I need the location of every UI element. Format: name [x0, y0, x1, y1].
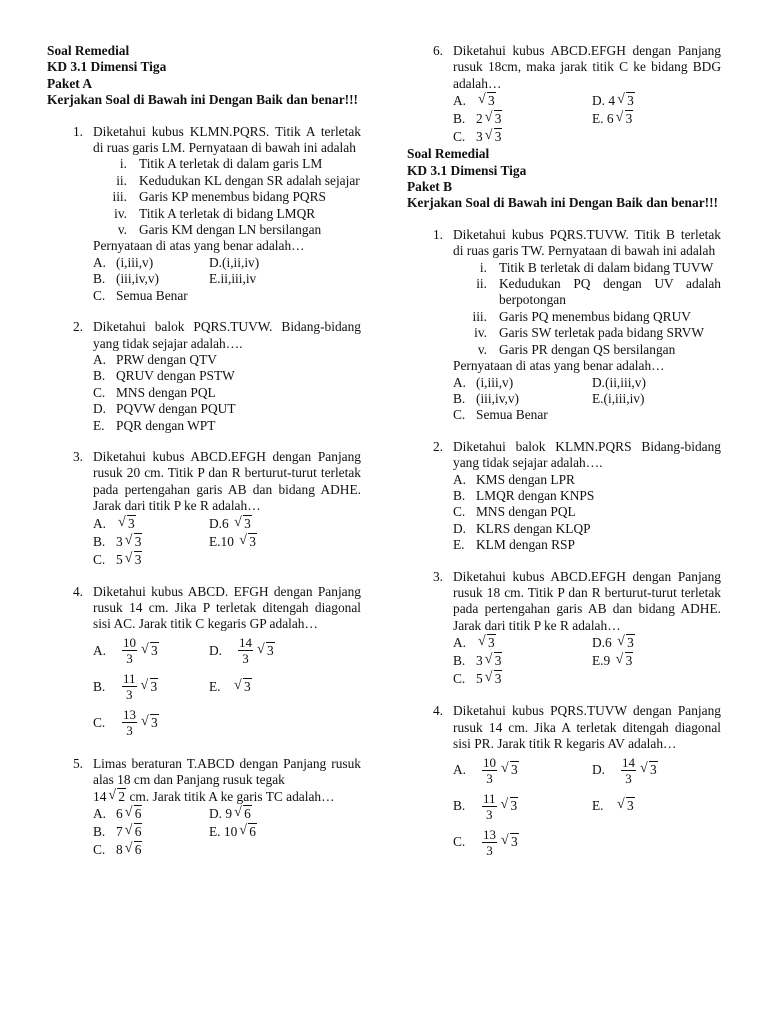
sqrt-symbol: [501, 834, 519, 850]
question-1: [407, 227, 721, 424]
statement-text: Kedudukan PQ dengan UV adalah berpotongan: [499, 276, 721, 308]
radicand: 6: [249, 824, 256, 839]
coefficient: 5: [476, 671, 483, 687]
option-text: D.(ii,iii,v): [592, 374, 646, 390]
statement-text: Garis PR dengan QS bersilangan: [499, 341, 676, 357]
denominator: 3: [486, 842, 493, 858]
statement-number: iv.: [114, 205, 127, 221]
option-d[interactable]: [453, 521, 721, 537]
option-letter: A.: [453, 374, 467, 390]
coefficient: 10: [223, 824, 238, 839]
numerator: 11: [483, 790, 496, 806]
option-a[interactable]: [453, 92, 592, 110]
option-c[interactable]: [453, 128, 592, 146]
fraction: [621, 755, 636, 786]
option-letter: B.: [453, 653, 466, 669]
header-instruction: Kerjakan Soal di Bawah ini Dengan Baik dan benar!!!: [47, 92, 359, 108]
radicand: 3: [627, 798, 634, 814]
coefficient: 8: [116, 842, 123, 857]
numerator: 13: [483, 826, 496, 842]
option-text: PQR dengan WPT: [116, 417, 216, 433]
header-kd: KD 3.1 Dimensi Tiga: [407, 162, 527, 178]
radicand: 6: [134, 824, 142, 839]
sqrt-symbol: [617, 92, 635, 110]
statement-number: iii.: [112, 189, 127, 205]
option-d[interactable]: [592, 634, 721, 652]
statement-text: Titik B terletak di dalam bidang TUVW: [499, 259, 714, 275]
sqrt-symbol: [501, 762, 519, 778]
option-b[interactable]: [93, 271, 209, 287]
radicand: 3: [627, 635, 634, 651]
option-e[interactable]: [453, 537, 721, 553]
question-text: Diketahui kubus PQRS.TUVW dengan Panjang rusuk 14 cm. Jika A terletak ditengah diagonal sisi PR. Jarak titik R kegaris AV adalah…: [453, 703, 721, 751]
radicand: 3: [244, 678, 251, 694]
sqrt-symbol: [478, 634, 496, 652]
sqrt-symbol: [234, 515, 252, 533]
option-d[interactable]: [93, 401, 361, 417]
option-letter: D.: [93, 401, 107, 417]
option-a[interactable]: [93, 633, 209, 669]
option-d[interactable]: [592, 375, 721, 391]
statement-number: iv.: [474, 325, 487, 341]
denominator: 3: [126, 723, 133, 739]
question-text: Diketahui balok KLMN.PQRS Bidang-bidang yang tidak sejajar adalah….: [453, 438, 721, 471]
question-number: 3.: [72, 448, 83, 464]
fraction: [122, 671, 137, 702]
option-text: (iii,iv,v): [476, 390, 520, 406]
sqrt-symbol: [141, 715, 159, 731]
option-d[interactable]: [209, 805, 361, 823]
answer-options: [93, 633, 361, 741]
option-letter: C.: [453, 504, 466, 520]
statement-number: v.: [117, 222, 127, 238]
statement-item: [453, 276, 721, 309]
option-letter: E.: [209, 824, 221, 839]
option-e[interactable]: [209, 271, 361, 287]
radicand: 3: [249, 533, 256, 549]
option-letter: C.: [453, 129, 466, 145]
sqrt-symbol: [617, 798, 635, 814]
statement-item: [453, 260, 721, 276]
sqrt-symbol: [125, 823, 143, 841]
option-letter: C.: [93, 384, 106, 400]
option-letter: A.: [453, 93, 467, 109]
option-letter: B.: [453, 487, 466, 503]
header-title: Soal Remedial: [47, 43, 130, 58]
header-title: Soal Remedial: [407, 146, 490, 162]
sqrt-symbol: [501, 798, 519, 814]
option-d[interactable]: [592, 92, 721, 110]
coefficient: 9: [225, 806, 233, 821]
coefficient: 2: [476, 111, 483, 127]
numerator: 10: [123, 635, 136, 651]
option-b[interactable]: [93, 368, 361, 384]
option-c[interactable]: [453, 670, 592, 688]
fraction: [482, 791, 497, 822]
statement-text: Garis KM dengan LN bersilangan: [139, 222, 322, 238]
question-number: 4.: [432, 703, 443, 719]
numerator: 10: [483, 754, 496, 770]
option-text: KLM dengan RSP: [476, 537, 575, 553]
statement-text: Titik A terletak di dalam garis LM: [139, 156, 323, 172]
sqrt-symbol: [257, 643, 275, 659]
option-letter: D.6: [209, 515, 229, 531]
option-letter: A.: [93, 642, 107, 658]
answer-options: [93, 255, 361, 304]
option-d[interactable]: [209, 515, 361, 533]
option-e[interactable]: [209, 533, 361, 551]
sqrt-symbol: [234, 679, 252, 695]
radicand: 3: [625, 653, 633, 669]
statement-number: ii.: [476, 276, 487, 292]
option-letter: E.10: [209, 533, 234, 549]
option-text: (iii,iv,v): [116, 271, 160, 287]
question-text: Diketahui kubus ABCD.EFGH dengan Panjang rusuk 18 cm. Titik P dan R berturut-turut terletak pada pertengahan garis AB dan bidang ADHE. Jarak dari titik P ke R adalah…: [453, 568, 721, 633]
statement-item: [93, 206, 361, 222]
option-letter: D.: [592, 93, 606, 109]
sqrt-symbol: [125, 805, 143, 823]
coefficient: 3: [116, 533, 123, 549]
fraction: [238, 635, 253, 666]
radicand: 3: [488, 93, 495, 109]
sqrt-symbol: [141, 679, 159, 695]
question-number: 1.: [432, 226, 443, 242]
option-c[interactable]: [453, 407, 592, 423]
question-5: [47, 756, 361, 859]
statement-number: i.: [479, 259, 487, 275]
coefficient: 3: [476, 653, 483, 669]
option-c[interactable]: [453, 504, 721, 520]
option-b[interactable]: [93, 533, 209, 551]
statement-number: iii.: [472, 308, 487, 324]
sqrt-symbol: [485, 128, 503, 146]
denominator: 3: [126, 687, 133, 703]
answer-options: [453, 375, 721, 424]
denominator: 3: [625, 770, 632, 786]
option-e[interactable]: [592, 110, 721, 128]
option-text: (i,iii,v): [476, 374, 514, 390]
option-text: QRUV dengan PSTW: [116, 368, 235, 384]
option-letter: B.: [93, 533, 106, 549]
sqrt-symbol: [616, 110, 634, 128]
option-a[interactable]: [453, 752, 592, 788]
question-closing: Pernyataan di atas yang benar adalah…: [93, 238, 305, 254]
radicand: 3: [488, 635, 495, 651]
statement-text: Titik A terletak di bidang LMQR: [139, 205, 316, 221]
question-number: 1.: [72, 123, 83, 139]
question-4: [47, 584, 361, 741]
option-letter: C.: [93, 842, 106, 857]
coefficient: 6: [606, 111, 614, 127]
radicand: 3: [150, 678, 158, 694]
radicand: 3: [151, 642, 158, 658]
option-e[interactable]: [592, 788, 721, 824]
option-letter: A.: [453, 471, 467, 487]
denominator: 3: [486, 770, 493, 786]
header-instruction: Kerjakan Soal di Bawah ini Dengan Baik dan benar!!!: [407, 195, 719, 211]
option-letter: E.: [93, 417, 105, 433]
coefficient: 4: [608, 93, 616, 109]
option-c[interactable]: [93, 385, 361, 401]
option-a[interactable]: [453, 472, 721, 488]
answer-options: [93, 805, 361, 859]
radicand: 3: [650, 762, 657, 778]
option-text: MNS dengan PQL: [116, 384, 216, 400]
option-letter: C.: [453, 834, 466, 850]
statement-item: [453, 309, 721, 325]
option-b[interactable]: [453, 391, 592, 407]
statement-item: [93, 173, 361, 189]
option-text: KLRS dengan KLQP: [476, 520, 591, 536]
option-letter: D.6: [592, 635, 612, 651]
option-c[interactable]: [93, 841, 209, 859]
right-column: [407, 43, 721, 860]
option-letter: E.: [453, 537, 465, 553]
option-d[interactable]: [592, 752, 721, 788]
radicand: 3: [510, 798, 518, 814]
option-letter: C.: [453, 671, 466, 687]
coefficient: 5: [116, 551, 123, 567]
option-letter: B.: [453, 111, 466, 127]
option-text: MNS dengan PQL: [476, 504, 576, 520]
question-1: [47, 124, 361, 304]
option-letter: D.: [209, 642, 223, 658]
option-letter: A.: [93, 515, 107, 531]
option-a[interactable]: [93, 805, 209, 823]
question-text: Diketahui balok PQRS.TUVW. Bidang-bidang yang tidak sejajar adalah….: [93, 319, 361, 351]
option-letter: B.: [93, 678, 106, 694]
option-letter: C.: [453, 407, 466, 423]
denominator: 3: [242, 651, 249, 667]
sqrt-symbol: [125, 533, 143, 551]
numerator: 11: [123, 671, 136, 687]
option-b[interactable]: [453, 110, 592, 128]
question-text: Diketahui kubus ABCD.EFGH dengan Panjang rusuk 18cm, maka jarak titik C ke bidang BDG adalah…: [453, 43, 721, 91]
statement-text: Garis PQ menembus bidang QRUV: [499, 308, 691, 324]
radicand: 2: [118, 788, 126, 804]
sqrt-symbol: [485, 110, 503, 128]
radicand: 3: [494, 129, 502, 145]
statement-number: v.: [477, 341, 487, 357]
radicand: 3: [511, 762, 518, 778]
option-a[interactable]: [453, 375, 592, 391]
statement-number: i.: [119, 156, 127, 172]
question-text: Diketahui kubus ABCD.EFGH dengan Panjang rusuk 20 cm. Titik P dan R berturut-turut terletak pada pertengahan garis AB dan bidang ADHE. Jarak dari titik P ke R adalah…: [93, 448, 361, 514]
question-closing: Pernyataan di atas yang benar adalah…: [453, 358, 665, 374]
denominator: 3: [126, 651, 133, 667]
option-letter: E.9: [592, 653, 611, 669]
fraction: [482, 827, 497, 858]
sqrt-symbol: [125, 551, 143, 569]
statement-text: Garis KP menembus bidang PQRS: [139, 189, 326, 205]
question-2: [407, 439, 721, 554]
statement-text: Kedudukan KL dengan SR adalah sejajar: [139, 172, 360, 188]
option-b[interactable]: [453, 488, 721, 504]
option-b[interactable]: [93, 823, 209, 841]
option-text: PQVW dengan PQUT: [116, 401, 236, 417]
option-d[interactable]: [209, 633, 361, 669]
radicand: 3: [494, 671, 502, 687]
question-number: 5.: [72, 755, 83, 771]
option-letter: E.: [209, 678, 221, 694]
sqrt-symbol: [141, 643, 159, 659]
option-e[interactable]: [592, 652, 721, 670]
option-letter: D.: [453, 520, 467, 536]
option-d[interactable]: [209, 255, 361, 271]
statement-item: [93, 222, 361, 238]
option-e[interactable]: [93, 418, 361, 434]
option-letter: C.: [93, 714, 106, 730]
option-text: KMS dengan LPR: [476, 471, 575, 487]
option-c[interactable]: [453, 824, 592, 860]
question-6: [407, 43, 721, 146]
radicand: 3: [134, 551, 142, 567]
answer-options: [453, 634, 721, 688]
option-letter: E.: [592, 798, 604, 814]
left-column: [47, 43, 361, 859]
numerator: 14: [622, 754, 635, 770]
option-a[interactable]: [93, 352, 361, 368]
option-letter: D.: [209, 806, 223, 821]
question-number: 4.: [72, 583, 83, 599]
numerator: 13: [123, 707, 136, 723]
option-c[interactable]: [93, 705, 209, 741]
sqrt-symbol: [617, 634, 635, 652]
sqrt-symbol: [234, 805, 252, 823]
coefficient: 3: [476, 129, 483, 145]
sqrt-symbol: [239, 533, 257, 551]
radicand: 3: [625, 111, 633, 127]
radicand: 3: [134, 533, 142, 549]
sqrt-symbol: [640, 762, 658, 778]
option-letter: A.: [453, 762, 467, 778]
option-c[interactable]: [93, 288, 209, 304]
option-letter: A.: [93, 254, 107, 270]
question-number: 2.: [432, 438, 443, 454]
sqrt-symbol: [125, 841, 143, 859]
radicand: 3: [494, 653, 502, 669]
radicand: 3: [627, 93, 634, 109]
option-letter: B.: [453, 798, 466, 814]
question-number: 2.: [72, 319, 83, 335]
numerator: 14: [239, 635, 252, 651]
question-text-part: Limas beraturan T.ABCD dengan Panjang rusuk alas 18 cm dan Panjang rusuk tegak: [93, 755, 361, 788]
option-letter: A.: [453, 635, 467, 651]
option-text: LMQR dengan KNPS: [476, 487, 595, 503]
radicand: 3: [244, 515, 251, 531]
option-a[interactable]: [93, 515, 209, 533]
sqrt-symbol: [485, 652, 503, 670]
question-number: 6.: [432, 43, 443, 58]
option-letter: C.: [93, 551, 106, 567]
radicand: 3: [151, 714, 158, 730]
fraction: [122, 635, 137, 666]
statement-text: Garis SW terletak pada bidang SRVW: [499, 325, 705, 341]
option-b[interactable]: [93, 669, 209, 705]
option-b[interactable]: [453, 788, 592, 824]
coefficient: 14: [93, 788, 107, 804]
sqrt-symbol: [478, 92, 496, 110]
statement-item: [453, 342, 721, 358]
option-text: E.(i,iii,iv): [592, 390, 645, 406]
option-letter: B.: [93, 368, 106, 384]
statement-item: [453, 325, 721, 341]
option-b[interactable]: [453, 652, 592, 670]
option-letter: D.: [592, 762, 606, 778]
header-kd: KD 3.1 Dimensi Tiga: [47, 59, 167, 75]
question-text: Diketahui kubus ABCD. EFGH dengan Panjang rusuk 14 cm. Jika P terletak ditengah diagonal sisi AC. Jarak titik C kegaris GP adalah…: [93, 583, 361, 632]
option-text: (i,iii,v): [116, 254, 154, 270]
header-paket: Paket B: [407, 179, 453, 195]
fraction: [482, 755, 497, 786]
sqrt-symbol: [108, 789, 126, 805]
coefficient: 6: [116, 806, 123, 821]
option-text: Semua Benar: [116, 287, 188, 303]
answer-options: [453, 92, 721, 146]
answer-options: [93, 515, 361, 569]
question-text: [93, 756, 361, 805]
question-text-part: cm. Jarak titik A ke garis TC adalah…: [129, 788, 335, 804]
answer-options: [453, 752, 721, 860]
option-a[interactable]: [453, 634, 592, 652]
option-letter: A.: [93, 806, 107, 821]
question-3: [47, 449, 361, 569]
option-text: PRW dengan QTV: [116, 351, 217, 367]
question-text: Diketahui kubus KLMN.PQRS. Titik A terletak di ruas garis LM. Pernyataan di bawah ini adalah: [93, 123, 361, 156]
question-text: Diketahui kubus PQRS.TUVW. Titik B terletak di ruas garis TW. Pernyataan di bawah ini adalah: [453, 226, 721, 259]
fraction: [122, 707, 137, 738]
option-text: E.ii,iii,iv: [209, 271, 257, 287]
option-e[interactable]: [209, 669, 361, 705]
option-e[interactable]: [592, 391, 721, 407]
option-letter: C.: [93, 287, 106, 303]
question-2: [47, 319, 361, 434]
radicand: 6: [134, 806, 142, 821]
sqrt-symbol: [485, 670, 503, 688]
radicand: 3: [494, 111, 502, 127]
question-4: [407, 703, 721, 860]
radicand: 3: [511, 834, 518, 850]
option-text: D.(i,ii,iv): [209, 254, 260, 270]
radicand: 3: [267, 642, 274, 658]
sqrt-symbol: [118, 515, 136, 533]
radicand: 6: [134, 842, 142, 857]
question-number: 3.: [432, 568, 443, 584]
option-letter: B.: [93, 824, 106, 839]
option-letter: B.: [93, 271, 106, 287]
question-3: [407, 569, 721, 689]
denominator: 3: [486, 806, 493, 822]
header-paket: Paket A: [47, 75, 93, 91]
statement-item: [93, 156, 361, 172]
option-letter: E.: [592, 111, 604, 127]
option-a[interactable]: [93, 255, 209, 271]
statement-number: ii.: [116, 172, 127, 188]
coefficient: 7: [116, 824, 123, 839]
statement-item: [93, 189, 361, 205]
option-e[interactable]: [209, 823, 361, 841]
option-letter: B.: [453, 390, 466, 406]
option-text: Semua Benar: [476, 407, 548, 423]
radicand: 3: [128, 515, 135, 531]
sqrt-symbol: [616, 652, 634, 670]
sqrt-symbol: [239, 823, 257, 841]
radicand: 6: [244, 806, 251, 821]
option-letter: A.: [93, 351, 107, 367]
option-c[interactable]: [93, 551, 209, 569]
